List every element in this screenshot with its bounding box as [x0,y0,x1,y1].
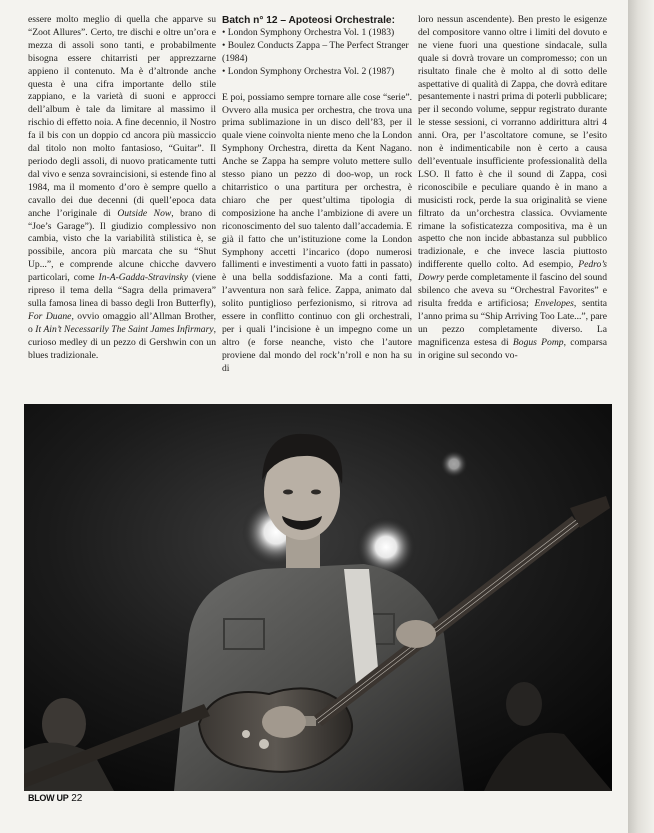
song-title: It Ain’t Necessarily The Saint James Infirmary [35,323,214,335]
batch-title: Batch n° 12 – Apoteosi Orchestrale: [222,15,395,26]
song-title: Bogus Pomp [512,336,564,348]
page-footer [28,793,82,804]
page-number: 22 [71,793,83,804]
guitarist-photo-illustration [24,404,612,791]
magazine-logo: BLOW UP [28,793,69,803]
song-title: For Duane [28,310,72,322]
song-title: Pedro’s Dowry [418,259,607,284]
text-column-1 [28,14,216,362]
batch-item: • London Symphony Orchestra Vol. 2 (1987) [222,66,412,79]
article-paragraph: loro nessun ascendente). Ben presto le esigenze del compositore vanno oltre i limiti del dovuto e ne viene fuori una questione sindacale, sulla quale si dovrà trovare un compromesso; con un risultato finale che è molto al di sotto delle aspettative di qualità di Zappa, che dovrà editare pesantemente i nastri prima di poterli pubblicare; per il secondo volume, seppur registrato durante le stesse sessioni, ci vorranno addirittura altri 4 anni. Ora, per l’ascoltatore comune, se l’esito non è indimenticabile non è certo a causa dell’eventuale insufficiente professionalità della LSO. Il fatto è che il sound di Zappa, così riconoscibile e peculiare quando è in mano a musicisti rock, perde la sua originalità se viene filtrato da un’orchestra classica. Ovviamente rimane la sofisticatezza compositiva, ma è un aspetto che non incide abbastanza sul pubblico tradizionale, e che invece lascia piuttosto indifferente quello colto. Ad esempio, Pedro’s Dowry perde completamente il fascino del sound sbilenco che aveva su “Orchestral Favorites” e risulta fredda e artificiosa; Envelopes, sentita l’anno prima su “Ship Arriving Too Late...”, pare un pezzo completamente diverso. La magnificenza estesa di Bogus Pomp, comparsa in origine sul secondo vo- [418,14,608,361]
text-column-3 [418,14,607,362]
song-title: Envelopes [534,297,574,309]
song-title: In-A-Gadda-Stravinsky [98,272,189,284]
song-title: Outside Now [117,207,172,219]
article-paragraph: essere molto meglio di quella che apparve su “Zoot Allures”. Certo, tre dischi e oltre un’ora e mezza di assoli sono tanti, e probabilmente bisogna essere chitarristi per apprezzarne appieno il contenuto. Ma è d’altronde anche questa è una cifra importante dello stile zappiano, e la varietà di suoni e approcci dell’album è tale da limitare al massimo il rischio di effetto noia. A fine decennio, il Nostro fa il bis con un doppio cd ancora più massiccio dal titolo non molto fantasioso, “Guitar”. Il periodo degli assoli, di nuovo praticamente tutti dal vivo e senza sovraincisioni, si estende fino al 1984, ma il momento d’oro è sempre quello a cavallo dei due decenni (di quell’epoca data anche l’originale di Outside Now, brano di “Joe’s Garage”). Il giudizio complessivo non cambia, visto che la variabilità stilistica è, se possibile, ancora più marcata che su “Shut Up...”, e comprende alcune chicche davvero particolari, come In-A-Gadda-Stravinsky (viene ripreso il tema della “Sagra della primavera” sulla famosa linea di basso degli Iron Butterfly), For Duane, ovvio omaggio all’Allman Brother, o It Ain’t Necessarily The Saint James Infirmary, curioso medley di un pezzo di Gershwin con un blues tradizionale. [28,14,217,361]
batch-box [222,14,412,79]
batch-item: • London Symphony Orchestra Vol. 1 (1983) [222,27,412,40]
text-column-2 [222,14,412,376]
article-paragraph: E poi, possiamo sempre tornare alle cose “serie”. Ovvero alla musica per orchestra, che trova una prima sublimazione in un disco dell’83, per il quale viene coinvolta niente meno che la London Symphony Orchestra, diretta da Kent Nagano. Anche se Zappa ha sempre voluto mettere sullo stesso piano un pezzo di doo-wop, un rock chitarristico o una partitura per orchestra, è chiaro che per quest’ultima tipologia di composizione ha anche l’ambizione di avere un riconoscimento del suo talento dall’accademia. E già il fatto che un’istituzione come la London Symphony accetti l’incarico (dopo numerosi fallimenti e investimenti a vuoto fatti in passato) è una bella soddisfazione. Ma a conti fatti, l’avventura non sarà felice. Zappa, animato dal solito puntiglioso perfezionismo, si ritrova ad essere in conflitto continuo con gli orchestrali, per i quali l’incisione è un impegno come un altro (e forse neanche, visto che l’autore proviene dal mondo del rock’n’roll e non ha su di [222,91,412,374]
spacer [222,79,412,92]
page-binding-edge [628,0,654,833]
batch-item: • Boulez Conducts Zappa – The Perfect Stranger (1984) [222,40,412,66]
concert-photo [24,404,612,791]
